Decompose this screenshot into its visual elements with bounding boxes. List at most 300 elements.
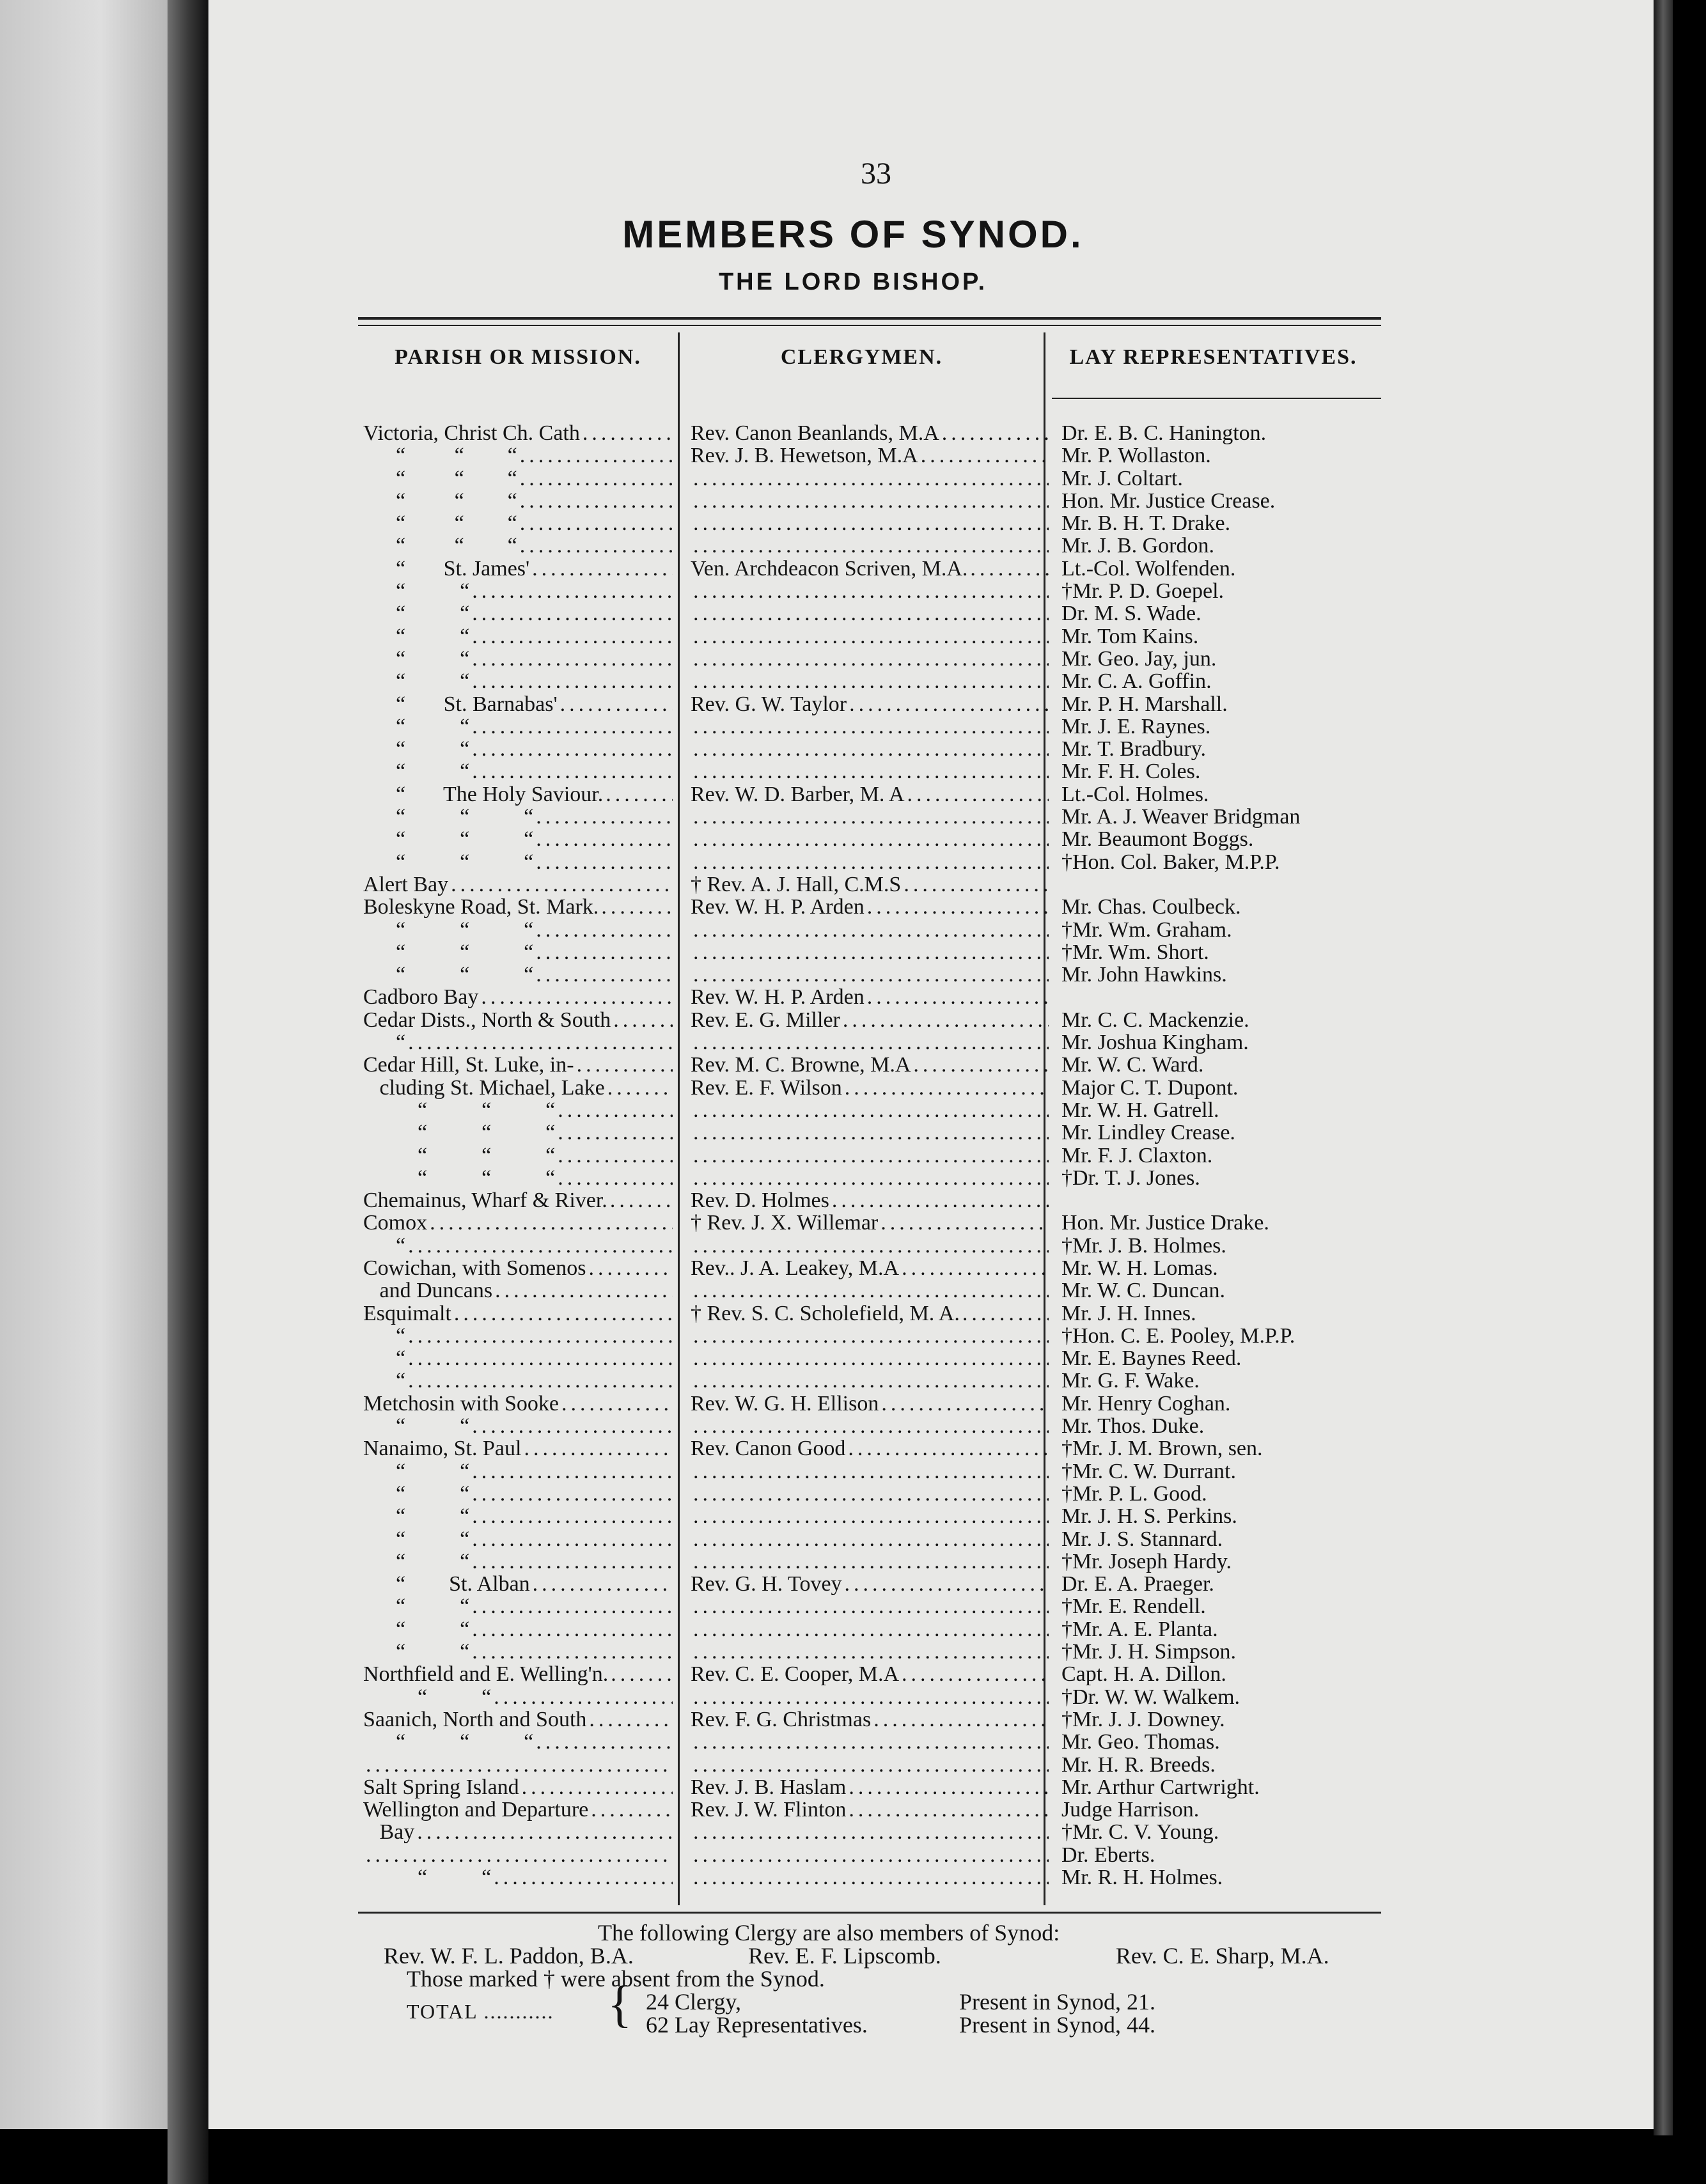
parish-cell xyxy=(363,1415,673,1437)
lay-representative: Mr. R. H. Holmes. xyxy=(1061,1866,1223,1889)
clergy-cell xyxy=(691,444,1393,467)
table-row xyxy=(358,444,1394,467)
parish-name: “ “ “ xyxy=(363,444,517,467)
clergy-wrap xyxy=(691,896,1049,918)
clergy-cell xyxy=(691,1077,1393,1099)
lay-representative: Dr. M. S. Wade. xyxy=(1061,602,1201,625)
clergy-cell xyxy=(691,1663,1393,1685)
parish-cell xyxy=(363,806,673,828)
clergy-cell xyxy=(691,1844,1393,1866)
table-row xyxy=(358,1866,1394,1889)
clergy-cell xyxy=(691,1279,1393,1302)
parish-cell xyxy=(363,941,673,963)
leader-dots xyxy=(472,1483,673,1505)
table-row xyxy=(358,1528,1394,1550)
total-lay: 62 Lay Representatives. xyxy=(646,2012,868,2038)
table-row xyxy=(358,1505,1394,1527)
leader-dots xyxy=(693,1821,1049,1843)
clergy-cell xyxy=(691,1550,1393,1573)
clergy-wrap xyxy=(691,1844,1049,1866)
leader-dots xyxy=(472,1595,673,1618)
lay-representative: Mr. J. B. Gordon. xyxy=(1061,534,1214,558)
header-rule-lay xyxy=(1052,398,1381,399)
clergyman-name: Rev. J. B. Hewetson, M.A xyxy=(691,444,918,467)
header-clergy: CLERGYMEN. xyxy=(780,345,943,369)
parish-cell xyxy=(363,1595,673,1618)
clergy-cell xyxy=(691,512,1393,534)
parish-cell xyxy=(363,1009,673,1031)
clergy-cell xyxy=(691,534,1393,557)
table-row xyxy=(358,760,1394,783)
table-row xyxy=(358,1144,1394,1167)
leader-dots xyxy=(408,1031,673,1054)
leader-dots xyxy=(520,467,673,490)
parish-name: “ St. James' xyxy=(363,557,530,581)
parish-cell xyxy=(363,1437,673,1460)
parish-cell xyxy=(363,558,673,580)
leader-dots xyxy=(611,1663,673,1685)
lay-representative: Mr. Henry Coghan. xyxy=(1061,1392,1231,1416)
clergyman-name: Rev. M. C. Browne, M.A xyxy=(691,1054,911,1077)
leader-dots xyxy=(472,715,673,738)
parish-name: Chemainus, Wharf & River. xyxy=(363,1189,607,1212)
leader-dots xyxy=(588,1257,673,1279)
parish-cell xyxy=(363,1798,673,1821)
parish-cell xyxy=(363,1392,673,1415)
parish-name: Northfield and E. Welling'n. xyxy=(363,1663,609,1686)
parish-name: Salt Spring Island xyxy=(363,1775,519,1799)
table-row xyxy=(358,919,1394,941)
parish-name: “ “ xyxy=(363,1415,470,1438)
lay-representative: Mr. W. H. Lomas. xyxy=(1061,1256,1218,1280)
clergy-cell xyxy=(691,467,1393,490)
table-row xyxy=(358,1754,1394,1776)
clergy-wrap xyxy=(691,1460,1049,1483)
header-rule-top xyxy=(358,317,1381,320)
parish-name: “ “ xyxy=(363,647,470,671)
table-row xyxy=(358,873,1394,896)
lay-representative: Lt.-Col. Wolfenden. xyxy=(1061,557,1236,581)
clergy-cell xyxy=(691,783,1393,806)
leader-dots xyxy=(693,1731,1049,1753)
leader-dots xyxy=(472,760,673,783)
clergy-cell xyxy=(691,1866,1393,1889)
lay-representative: Mr. P. Wollaston. xyxy=(1061,444,1211,467)
parish-cell xyxy=(363,602,673,625)
leader-dots xyxy=(693,1483,1049,1505)
clergy-wrap xyxy=(691,941,1049,963)
clergy-wrap xyxy=(691,444,1049,467)
leader-dots xyxy=(693,670,1049,692)
table-row xyxy=(358,963,1394,986)
parish-name: “ “ xyxy=(363,1641,470,1664)
table-row xyxy=(358,648,1394,670)
parish-cell xyxy=(363,1618,673,1641)
absent-note: Those marked † were absent from the Synod. xyxy=(407,1966,825,1992)
parish-cell xyxy=(363,1528,673,1550)
lay-representative: †Mr. P. D. Goepel. xyxy=(1061,580,1225,603)
clergy-wrap xyxy=(691,1505,1049,1527)
leader-dots xyxy=(417,1821,673,1843)
clergy-wrap xyxy=(691,873,1049,896)
parish-name: “ xyxy=(363,1369,406,1392)
other-clergy-2: Rev. E. F. Lipscomb. xyxy=(748,1943,941,1969)
table-row xyxy=(358,1776,1394,1798)
table-row xyxy=(358,1708,1394,1731)
parish-name: “ “ xyxy=(363,1595,470,1618)
parish-cell xyxy=(363,919,673,941)
clergyman-name: Rev. W. G. H. Ellison xyxy=(691,1392,879,1416)
leader-dots xyxy=(408,1369,673,1392)
leader-dots xyxy=(913,1054,1049,1076)
clergy-wrap xyxy=(691,693,1049,715)
clergy-wrap xyxy=(691,1708,1049,1731)
parish-name: “ “ “ xyxy=(363,963,534,987)
clergy-wrap xyxy=(691,963,1049,986)
table-row xyxy=(358,693,1394,715)
leader-dots xyxy=(601,896,673,918)
parish-cell xyxy=(363,1460,673,1483)
clergy-cell xyxy=(691,896,1393,918)
leader-dots xyxy=(589,1708,673,1731)
clergy-cell xyxy=(691,1641,1393,1663)
clergy-wrap xyxy=(691,490,1049,512)
parish-cell xyxy=(363,1821,673,1843)
parish-name: “ St. Alban xyxy=(363,1573,530,1596)
parish-name: “ “ “ xyxy=(363,534,517,558)
leader-dots xyxy=(693,490,1049,512)
clergy-wrap xyxy=(691,1528,1049,1550)
table-row xyxy=(358,1821,1394,1843)
table-row xyxy=(358,467,1394,490)
leader-dots xyxy=(693,806,1049,828)
leader-dots xyxy=(408,1235,673,1257)
lay-representative: †Mr. P. L. Good. xyxy=(1061,1482,1207,1506)
clergy-cell xyxy=(691,715,1393,738)
table-row xyxy=(358,1415,1394,1437)
parish-cell xyxy=(363,1235,673,1257)
parish-cell xyxy=(363,1077,673,1099)
leader-dots xyxy=(693,1505,1049,1527)
table-row xyxy=(358,1031,1394,1054)
clergyman-name: † Rev. J. X. Willemar xyxy=(691,1212,879,1235)
leader-dots xyxy=(472,670,673,692)
parish-name: Wellington and Departure xyxy=(363,1798,589,1821)
lay-representative: Mr. Geo. Thomas. xyxy=(1061,1731,1220,1754)
leader-dots xyxy=(693,512,1049,534)
parish-cell xyxy=(363,1031,673,1054)
table-row xyxy=(358,1054,1394,1076)
leader-dots xyxy=(522,1776,673,1798)
table-row xyxy=(358,1731,1394,1753)
leader-dots xyxy=(693,1235,1049,1257)
lay-representative: Mr. J. H. Innes. xyxy=(1061,1302,1196,1325)
table-row xyxy=(358,625,1394,648)
leader-dots xyxy=(848,1437,1049,1460)
clergy-wrap xyxy=(691,1686,1049,1708)
lay-representative: Mr. T. Bradbury. xyxy=(1061,738,1207,761)
leader-dots xyxy=(693,1031,1049,1054)
clergyman-name: Rev. Canon Good xyxy=(691,1437,846,1460)
parish-name: “ The Holy Saviour. xyxy=(363,783,604,806)
parish-name: Cedar Hill, St. Luke, in- xyxy=(363,1054,574,1077)
clergy-wrap xyxy=(691,1415,1049,1437)
parish-name: Boleskyne Road, St. Mark. xyxy=(363,896,599,919)
parish-cell xyxy=(363,1731,673,1753)
leader-dots xyxy=(942,422,1049,444)
clergy-wrap xyxy=(691,851,1049,873)
leader-dots xyxy=(693,1347,1049,1369)
lay-representative: Mr. Thos. Duke. xyxy=(1061,1415,1205,1438)
parish-name: “ “ xyxy=(363,715,470,738)
parish-name: “ “ xyxy=(363,738,470,761)
leader-dots xyxy=(558,1121,673,1144)
parish-name: “ “ “ xyxy=(363,1121,556,1144)
clergy-cell xyxy=(691,828,1393,850)
clergy-wrap xyxy=(691,625,1049,648)
leader-dots xyxy=(693,1099,1049,1121)
parish-name: “ xyxy=(363,1324,406,1348)
table-row xyxy=(358,715,1394,738)
lay-representative: Dr. Eberts. xyxy=(1061,1843,1155,1866)
parish-name: Cedar Dists., North & South xyxy=(363,1008,611,1032)
clergy-wrap xyxy=(691,1798,1049,1821)
clergy-cell xyxy=(691,1009,1393,1031)
leader-dots xyxy=(867,896,1049,918)
leader-dots xyxy=(845,1573,1049,1595)
parish-cell xyxy=(363,828,673,850)
parish-name: Nanaimo, St. Paul xyxy=(363,1437,522,1460)
parish-cell xyxy=(363,1121,673,1144)
clergy-wrap xyxy=(691,1347,1049,1369)
leader-dots xyxy=(520,534,673,557)
clergyman-name: Rev.. J. A. Leakey, M.A xyxy=(691,1256,900,1280)
table-row xyxy=(358,1189,1394,1212)
clergy-wrap xyxy=(691,1099,1049,1121)
leader-dots xyxy=(472,1528,673,1550)
clergyman-name: Rev. J. B. Haslam xyxy=(691,1775,847,1799)
leader-dots xyxy=(472,1460,673,1483)
parish-cell xyxy=(363,1279,673,1302)
leader-dots xyxy=(607,1077,673,1099)
parish-name: “ “ “ xyxy=(363,512,517,535)
parish-name: Victoria, Christ Ch. Cath xyxy=(363,422,580,445)
clergy-wrap xyxy=(691,512,1049,534)
lay-representative: Mr. Lindley Crease. xyxy=(1061,1121,1235,1144)
clergy-wrap xyxy=(691,1866,1049,1889)
lay-representative: †Mr. J. J. Downey. xyxy=(1061,1708,1225,1731)
lay-representative: Mr. John Hawkins. xyxy=(1061,963,1227,987)
clergy-wrap xyxy=(691,1009,1049,1031)
clergy-cell xyxy=(691,1235,1393,1257)
table-row xyxy=(358,1099,1394,1121)
leader-dots xyxy=(904,873,1049,896)
table-row xyxy=(358,941,1394,963)
leader-dots xyxy=(536,1731,673,1753)
lay-representative: Judge Harrison. xyxy=(1061,1798,1200,1821)
lay-representative: †Mr. Joseph Hardy. xyxy=(1061,1550,1232,1573)
table-row xyxy=(358,1798,1394,1821)
leader-dots xyxy=(693,580,1049,602)
clergyman-name: † Rev. S. C. Scholefield, M. A. xyxy=(691,1302,960,1325)
parish-name: “ “ “ xyxy=(363,1098,556,1122)
lay-representative: Mr. J. Coltart. xyxy=(1061,467,1183,490)
leader-dots xyxy=(472,1618,673,1641)
parish-name: Comox xyxy=(363,1212,428,1235)
table-row xyxy=(358,1302,1394,1325)
parish-cell xyxy=(363,1054,673,1076)
leader-dots xyxy=(520,490,673,512)
leader-dots xyxy=(561,1392,673,1415)
clergy-cell xyxy=(691,1347,1393,1369)
lay-representative: †Mr. A. E. Planta. xyxy=(1061,1618,1218,1641)
clergy-wrap xyxy=(691,1121,1049,1144)
clergy-cell xyxy=(691,1121,1393,1144)
parish-cell xyxy=(363,738,673,760)
parish-cell xyxy=(363,1550,673,1573)
lay-representative: Lt.-Col. Holmes. xyxy=(1061,783,1209,806)
leader-dots xyxy=(560,693,673,715)
clergy-cell xyxy=(691,1798,1393,1821)
parish-name: “ xyxy=(363,1347,406,1370)
parish-cell xyxy=(363,1754,673,1776)
clergy-cell xyxy=(691,1821,1393,1843)
lay-representative: †Mr. C. W. Durrant. xyxy=(1061,1460,1236,1483)
clergy-wrap xyxy=(691,648,1049,670)
clergy-cell xyxy=(691,851,1393,873)
clergy-wrap xyxy=(691,1212,1049,1234)
clergy-cell xyxy=(691,1392,1393,1415)
total-brace: { xyxy=(607,1976,632,2032)
parish-cell xyxy=(363,444,673,467)
clergy-wrap xyxy=(691,1437,1049,1460)
clergy-cell xyxy=(691,1054,1393,1076)
parish-name: Metchosin with Sooke xyxy=(363,1392,559,1416)
clergy-cell xyxy=(691,1031,1393,1054)
parish-name: Alert Bay xyxy=(363,873,449,896)
clergy-wrap xyxy=(691,1618,1049,1641)
lay-representative: Mr. F. H. Coles. xyxy=(1061,760,1201,783)
clergy-cell xyxy=(691,1618,1393,1641)
parish-name: “ “ xyxy=(363,1685,492,1708)
lay-representative: Mr. B. H. T. Drake. xyxy=(1061,512,1231,535)
leader-dots xyxy=(606,783,673,806)
clergy-cell xyxy=(691,1528,1393,1550)
parish-name: “ “ “ xyxy=(363,850,534,873)
clergy-cell xyxy=(691,1686,1393,1708)
parish-name: “ “ xyxy=(363,1866,492,1889)
parish-name: Saanich, North and South xyxy=(363,1708,587,1731)
parish-name: “ “ “ xyxy=(363,1166,556,1190)
clergy-cell xyxy=(691,1415,1393,1437)
parish-cell xyxy=(363,1099,673,1121)
table-row xyxy=(358,1212,1394,1234)
leader-dots xyxy=(902,1257,1049,1279)
lay-representative: †Hon. C. E. Pooley, M.P.P. xyxy=(1061,1324,1295,1348)
clergy-cell xyxy=(691,1573,1393,1595)
clergyman-name: Rev. J. W. Flinton xyxy=(691,1798,847,1821)
clergy-wrap xyxy=(691,1392,1049,1415)
leader-dots xyxy=(693,1279,1049,1302)
total-label: TOTAL ........... xyxy=(407,2000,554,2023)
leader-dots xyxy=(472,1641,673,1663)
table-row xyxy=(358,1437,1394,1460)
leader-dots xyxy=(451,873,673,896)
table-row xyxy=(358,1550,1394,1573)
leader-dots xyxy=(472,625,673,648)
parish-name: “ “ xyxy=(363,1527,470,1550)
clergy-cell xyxy=(691,602,1393,625)
parish-name: “ “ xyxy=(363,580,470,603)
leader-dots xyxy=(472,738,673,760)
parish-cell xyxy=(363,1144,673,1167)
lay-representative: Mr. J. E. Raynes. xyxy=(1061,715,1211,738)
lay-representative: Mr. Beaumont Boggs. xyxy=(1061,828,1254,851)
leader-dots xyxy=(536,919,673,941)
table-row xyxy=(358,1235,1394,1257)
leader-dots xyxy=(693,1121,1049,1144)
leader-dots xyxy=(693,1460,1049,1483)
table-bottom-rule xyxy=(358,1912,1381,1914)
leader-dots xyxy=(849,693,1049,715)
parish-cell xyxy=(363,1167,673,1189)
clergy-wrap xyxy=(691,1031,1049,1054)
leader-dots xyxy=(481,986,673,1008)
parish-cell xyxy=(363,1212,673,1234)
leader-dots xyxy=(693,919,1049,941)
leader-dots xyxy=(693,1641,1049,1663)
parish-name: “ xyxy=(363,1234,406,1257)
parish-cell xyxy=(363,1347,673,1369)
leader-dots xyxy=(832,1189,1049,1212)
table-row xyxy=(358,1325,1394,1347)
table-row xyxy=(358,896,1394,918)
table-row xyxy=(358,422,1394,444)
parish-cell xyxy=(363,1641,673,1663)
parish-cell xyxy=(363,580,673,602)
parish-cell xyxy=(363,1369,673,1392)
leader-dots xyxy=(558,1099,673,1121)
leader-dots xyxy=(693,648,1049,670)
leader-dots xyxy=(524,1437,673,1460)
table-row xyxy=(358,1077,1394,1099)
clergy-wrap xyxy=(691,986,1049,1008)
leader-dots xyxy=(536,828,673,850)
clergy-cell xyxy=(691,558,1393,580)
clergy-cell xyxy=(691,625,1393,648)
table-row xyxy=(358,1257,1394,1279)
table-row xyxy=(358,1844,1394,1866)
clergy-cell xyxy=(691,580,1393,602)
lay-representative: Mr. Chas. Coulbeck. xyxy=(1061,896,1241,919)
clergy-wrap xyxy=(691,1573,1049,1595)
present-clergy: Present in Synod, 21. xyxy=(959,1989,1156,2015)
leader-dots xyxy=(494,1866,673,1889)
other-clergy-1: Rev. W. F. L. Paddon, B.A. xyxy=(384,1943,634,1969)
lay-representative: Mr. G. F. Wake. xyxy=(1061,1369,1200,1392)
parish-name: “ “ “ xyxy=(363,828,534,851)
lay-representative: Mr. C. C. Mackenzie. xyxy=(1061,1008,1249,1032)
parish-name: “ “ “ xyxy=(363,1731,534,1754)
parish-cell xyxy=(363,896,673,918)
clergy-cell xyxy=(691,490,1393,512)
clergy-cell xyxy=(691,1167,1393,1189)
table-row xyxy=(358,986,1394,1008)
leader-dots xyxy=(849,1776,1049,1798)
parish-cell xyxy=(363,1686,673,1708)
leader-dots xyxy=(494,1686,673,1708)
header-rule-top-thin xyxy=(358,325,1381,326)
